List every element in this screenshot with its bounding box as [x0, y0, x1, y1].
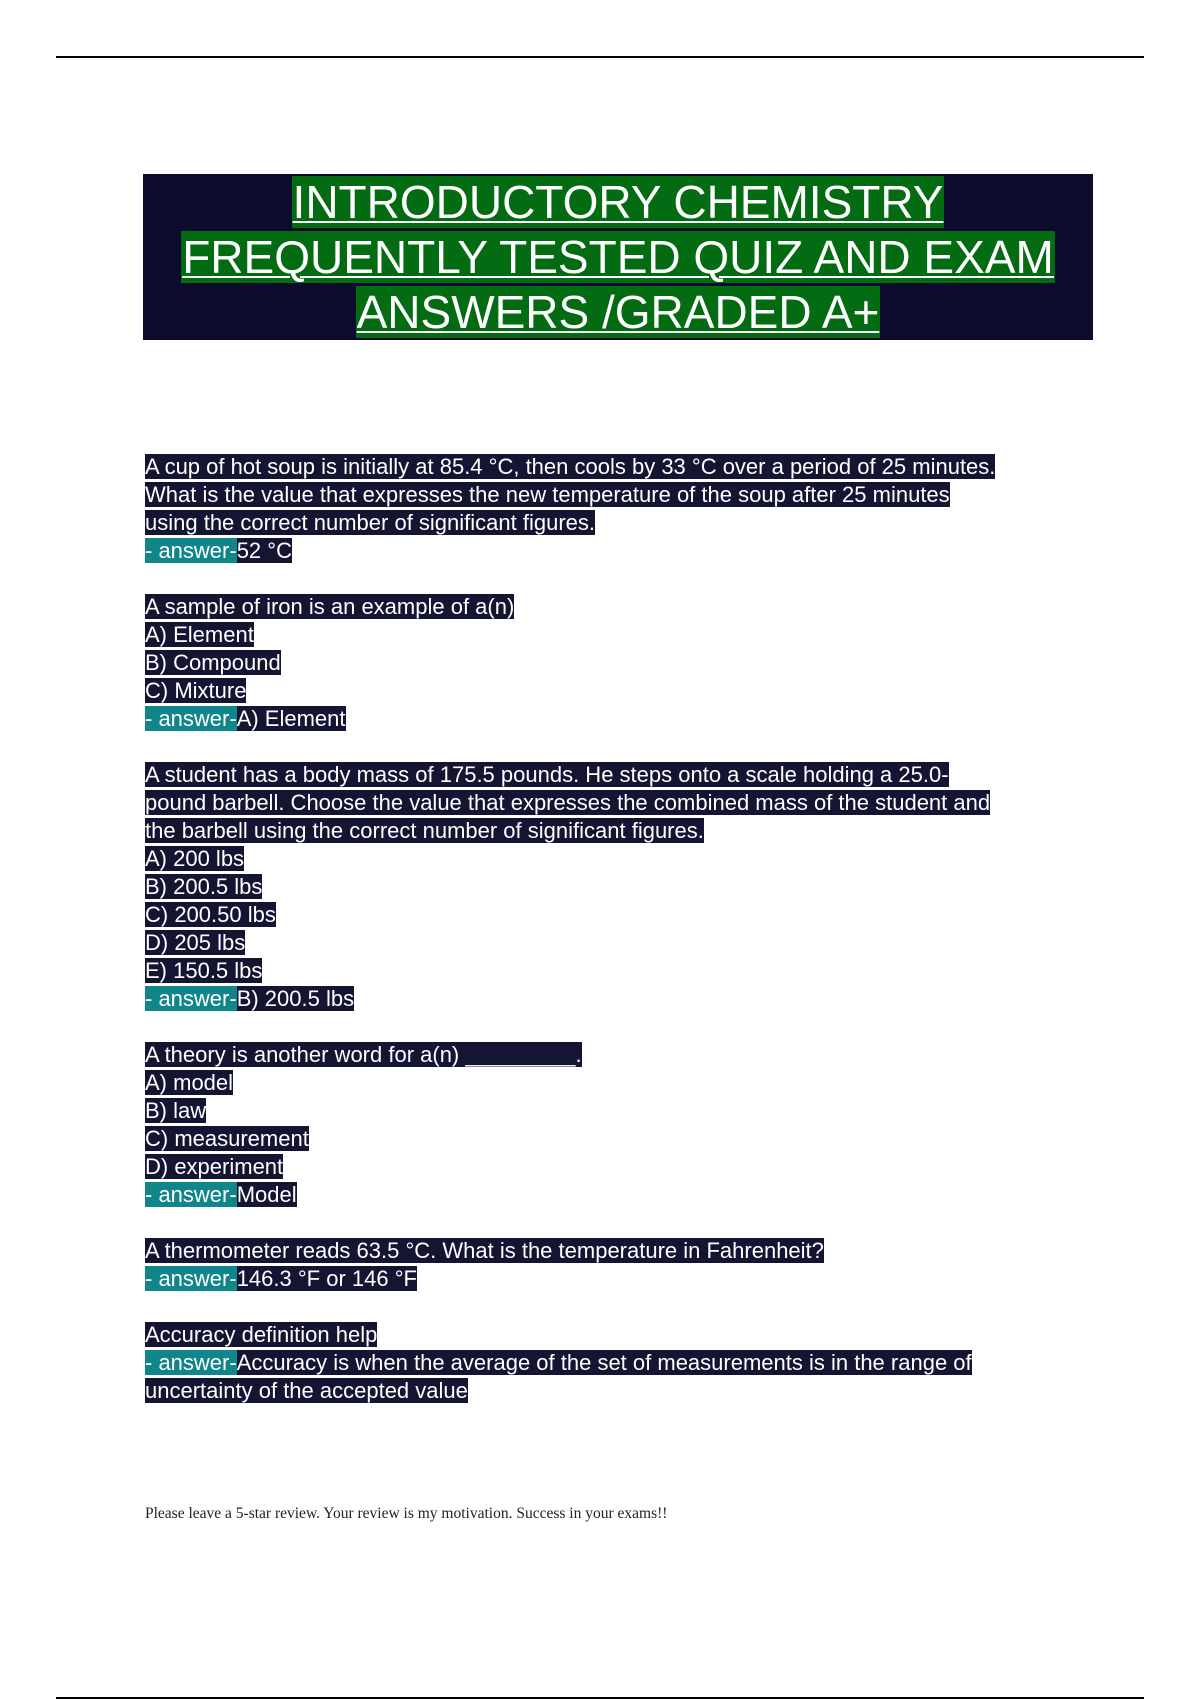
option-text: A) model: [145, 1070, 234, 1095]
title-line-text: ANSWERS /GRADED A+: [356, 286, 880, 338]
title-line-text: FREQUENTLY TESTED QUIZ AND EXAM: [182, 231, 1054, 283]
answer-text: 146.3 °F or 146 °F: [236, 1266, 417, 1291]
answer-text-continued: uncertainty of the accepted value: [145, 1378, 468, 1403]
answer-text: A) Element: [236, 706, 346, 731]
option-text: C) measurement: [145, 1126, 309, 1151]
answer-label: - answer-: [145, 986, 237, 1011]
answer-label: - answer-: [145, 1182, 237, 1207]
answer-line: [145, 537, 1095, 565]
title-line: [143, 285, 1093, 340]
question-block: [145, 1237, 1095, 1293]
document-title: [143, 174, 1093, 340]
option-text: A) 200 lbs: [145, 846, 245, 871]
question-text: using the correct number of significant figures.: [145, 510, 596, 535]
option-text: A) Element: [145, 622, 254, 647]
option-text: B) Compound: [145, 650, 281, 675]
answer-line: [145, 985, 1095, 1013]
top-rule: [56, 56, 1144, 58]
question-text: A thermometer reads 63.5 °C. What is the temperature in Fahrenheit?: [145, 1238, 824, 1263]
question-block: [145, 453, 1095, 565]
title-line: [143, 230, 1093, 285]
answer-text: 52 °C: [236, 538, 292, 563]
answer-text: Model: [236, 1182, 297, 1207]
option-text: C) 200.50 lbs: [145, 902, 276, 927]
option-text: B) 200.5 lbs: [145, 874, 263, 899]
answer-label: - answer-: [145, 538, 237, 563]
question-text: A sample of iron is an example of a(n): [145, 594, 515, 619]
answer-line: [145, 1265, 1095, 1293]
question-block: [145, 1041, 1095, 1209]
title-line: [143, 175, 1093, 230]
question-text: What is the value that expresses the new temperature of the soup after 25 minutes: [145, 482, 950, 507]
question-block: [145, 761, 1095, 1013]
question-block: [145, 593, 1095, 733]
option-text: E) 150.5 lbs: [145, 958, 263, 983]
question-text: Accuracy definition help: [145, 1322, 378, 1347]
question-text: the barbell using the correct number of significant figures.: [145, 818, 704, 843]
answer-line: [145, 1349, 1095, 1377]
answer-line: [145, 1181, 1095, 1209]
option-text: C) Mixture: [145, 678, 247, 703]
review-request-note: Please leave a 5-star review. Your review is my motivation. Success in your exams!!: [145, 1505, 668, 1522]
bottom-rule: [56, 1697, 1144, 1699]
title-line-text: INTRODUCTORY CHEMISTRY: [292, 176, 944, 228]
question-text: A theory is another word for a(n) _________.: [145, 1042, 582, 1067]
question-text: pound barbell. Choose the value that expresses the combined mass of the student and: [145, 790, 991, 815]
option-text: D) 205 lbs: [145, 930, 246, 955]
question-text: A student has a body mass of 175.5 pounds. He steps onto a scale holding a 25.0-: [145, 762, 949, 787]
question-text: A cup of hot soup is initially at 85.4 °C, then cools by 33 °C over a period of 25 minutes.: [145, 454, 996, 479]
answer-text: Accuracy is when the average of the set of measurements is in the range of: [236, 1350, 972, 1375]
qa-content: [145, 453, 1095, 1433]
option-text: B) law: [145, 1098, 207, 1123]
answer-label: - answer-: [145, 1350, 237, 1375]
answer-text: B) 200.5 lbs: [236, 986, 355, 1011]
answer-line: [145, 705, 1095, 733]
question-block: [145, 1321, 1095, 1405]
option-text: D) experiment: [145, 1154, 284, 1179]
answer-label: - answer-: [145, 1266, 237, 1291]
answer-label: - answer-: [145, 706, 237, 731]
